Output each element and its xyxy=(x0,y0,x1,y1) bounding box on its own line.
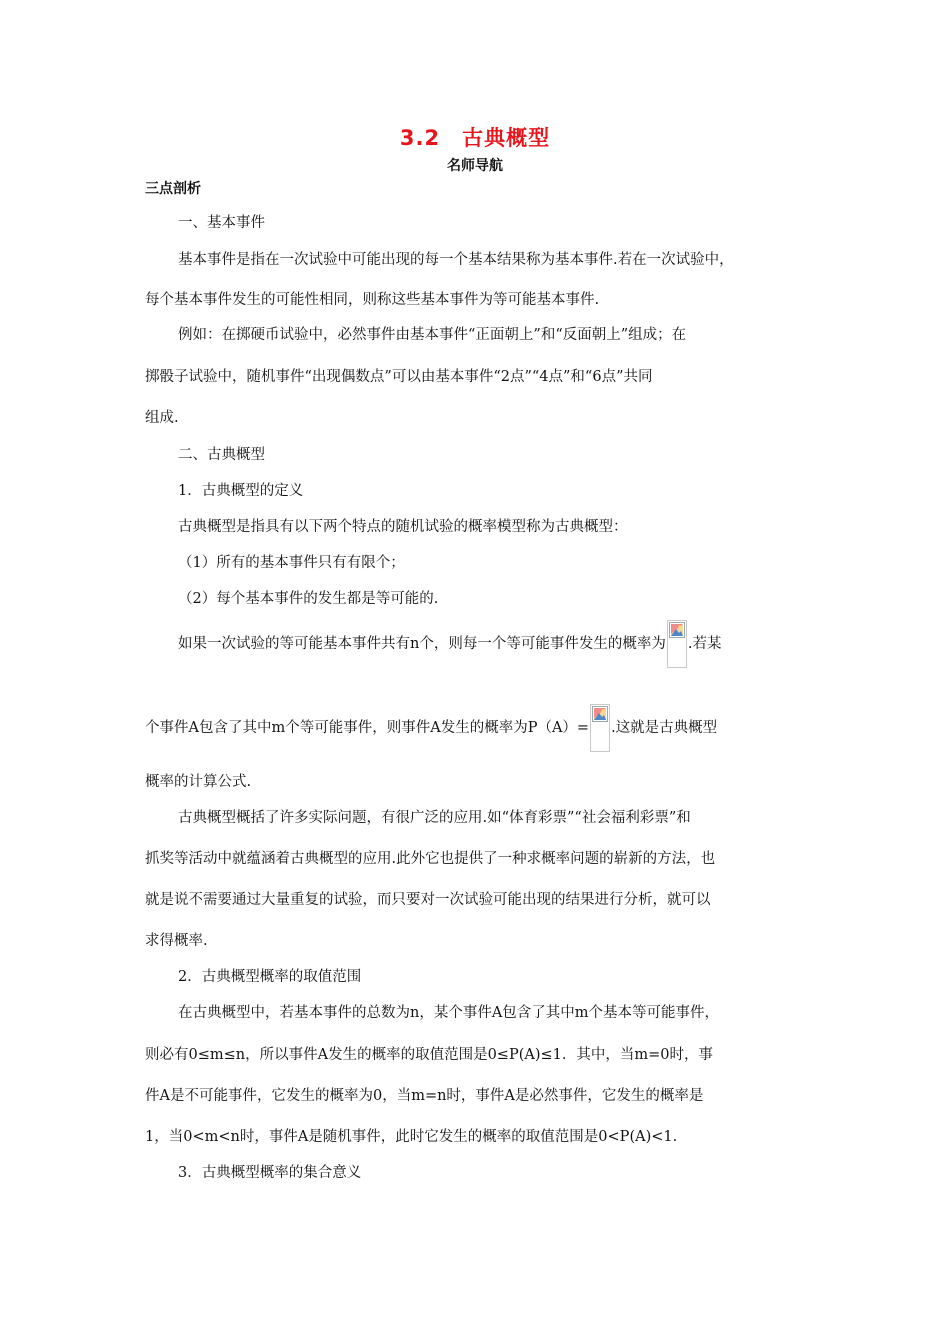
formula-line-2 xyxy=(145,704,717,752)
formula-line-1 xyxy=(178,620,721,668)
formula-line-text: 个事件A包含了其中m个等可能事件，则事件A发生的概率为P（A）= xyxy=(145,720,590,736)
formula-line-text: 如果一次试验的等可能基本事件共有n个，则每一个等可能事件发生的概率为 xyxy=(178,636,666,652)
broken-image-icon xyxy=(669,622,685,638)
paragraph-line: 组成. xyxy=(145,410,179,426)
paragraph-line: 每个基本事件发生的可能性相同，则称这些基本事件为等可能基本事件. xyxy=(145,292,600,308)
subheading-range: 2．古典概型概率的取值范围 xyxy=(178,969,362,985)
condition-2: （2）每个基本事件的发生都是等可能的. xyxy=(178,591,439,607)
fraction-image-placeholder xyxy=(667,620,687,668)
condition-1: （1）所有的基本事件只有有限个； xyxy=(178,555,405,571)
paragraph-line: 求得概率. xyxy=(145,933,208,949)
paragraph-line: 基本事件是指在一次试验中可能出现的每一个基本结果称为基本事件.若在一次试验中， xyxy=(178,252,734,268)
page-title: 3.2 古典概型 xyxy=(399,126,551,150)
section-heading: 三点剖析 xyxy=(145,181,201,197)
paragraph-line: 掷骰子试验中，随机事件“出现偶数点”可以由基本事件“2点”“4点”和“6点”共同 xyxy=(145,369,653,385)
paragraph-line: 1，当0<m<n时，事件A是随机事件，此时它发生的概率的取值范围是0<P(A)<1. xyxy=(145,1129,678,1145)
paragraph-line: 古典概型是指具有以下两个特点的随机试验的概率模型称为古典概型： xyxy=(178,519,628,535)
paragraph-line: 古典概型概括了许多实际问题，有很广泛的应用.如“体育彩票”“社会福利彩票”和 xyxy=(178,810,691,826)
subheading-definition: 1．古典概型的定义 xyxy=(178,483,304,499)
paragraph-line: 例如：在掷硬币试验中，必然事件由基本事件“正面朝上”和“反面朝上”组成；在 xyxy=(178,327,687,343)
paragraph-line: 概率的计算公式. xyxy=(145,774,252,790)
subheading-set-meaning: 3．古典概型概率的集合意义 xyxy=(178,1165,362,1181)
paragraph-line: 则必有0≤m≤n，所以事件A发生的概率的取值范围是0≤P(A)≤1．其中，当m=0时，事 xyxy=(145,1047,713,1063)
paragraph-line: 抓奖等活动中就蕴涵着古典概型的应用.此外它也提供了一种求概率问题的崭新的方法，也 xyxy=(145,851,716,867)
page-subtitle: 名师导航 xyxy=(447,158,503,174)
paragraph-line: 在古典概型中，若基本事件的总数为n，某个事件A包含了其中m个基本等可能事件， xyxy=(178,1005,720,1021)
fraction-image-placeholder xyxy=(590,704,610,752)
heading-basic-event: 一、基本事件 xyxy=(178,215,265,231)
paragraph-line: 就是说不需要通过大量重复的试验，而只要对一次试验可能出现的结果进行分析，就可以 xyxy=(145,892,711,908)
paragraph-line: 件A是不可能事件，它发生的概率为0，当m=n时，事件A是必然事件，它发生的概率是 xyxy=(145,1088,704,1104)
formula-line-text: .这就是古典概型 xyxy=(611,720,718,736)
heading-classical-model: 二、古典概型 xyxy=(178,447,265,463)
formula-line-text: .若某 xyxy=(687,636,722,652)
broken-image-icon xyxy=(592,706,608,722)
